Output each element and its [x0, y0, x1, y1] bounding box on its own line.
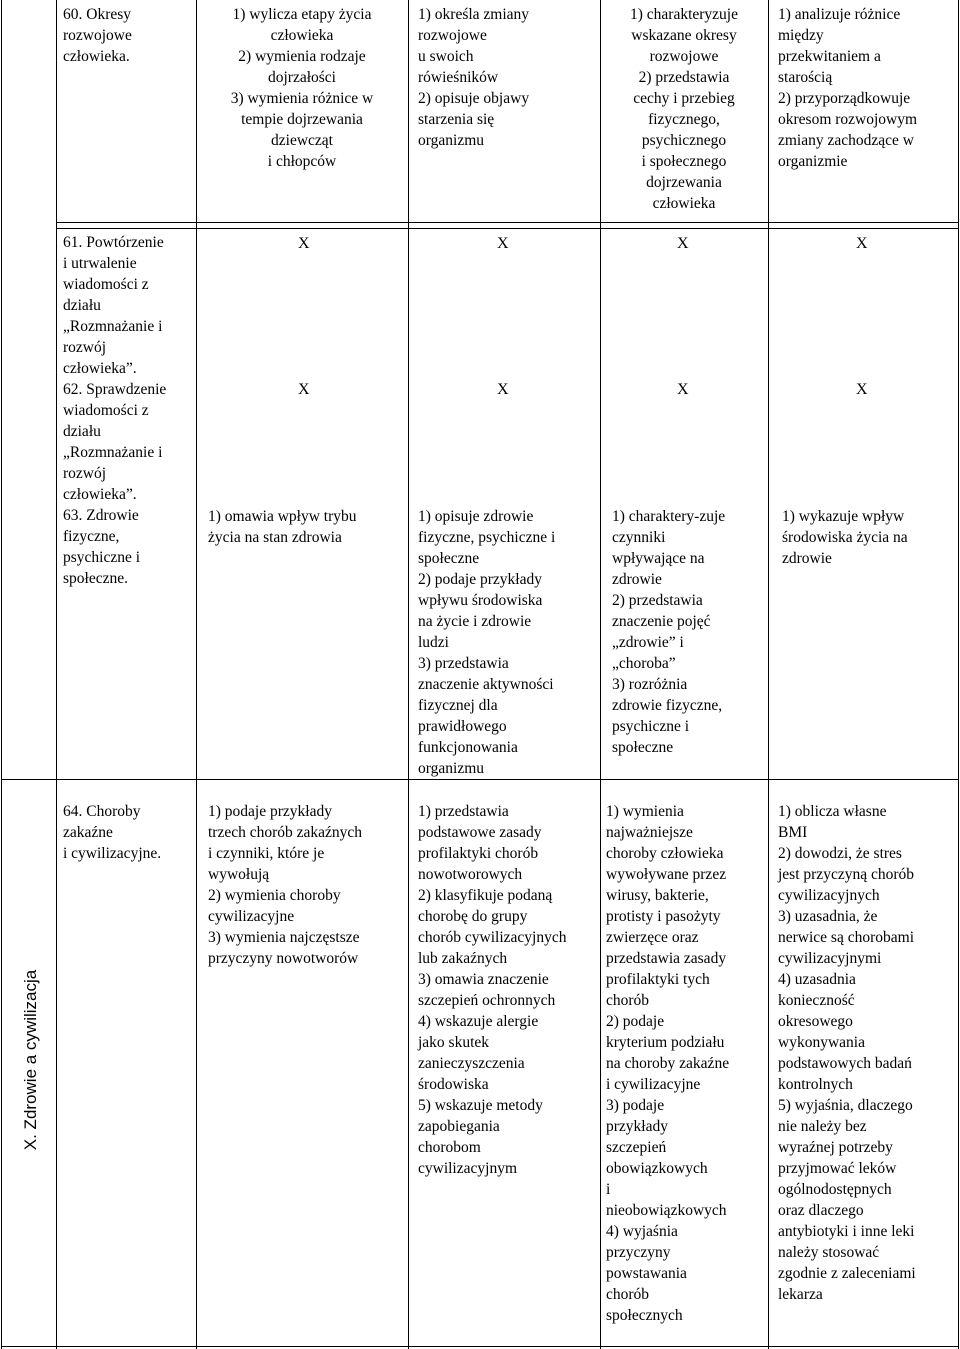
x-mark: X	[497, 381, 509, 398]
table-border	[1, 1346, 959, 1347]
x-mark: X	[298, 235, 310, 252]
x-mark: X	[856, 235, 868, 252]
requirement-complete: 1) charaktery-zuje czynniki wpływające na zdrowie 2) przedstawia znaczenie pojęć „zdrowie” i „choroba” 3) rozróżnia zdrowie fizyczne, psychiczne i społeczne	[612, 508, 726, 756]
x-mark: X	[677, 235, 689, 252]
table-border	[1, 779, 959, 780]
table-border	[958, 0, 959, 1349]
requirement-basic: 1) podaje przykłady trzech chorób zakaźnych i czynniki, które je wywołują 2) wymienia choroby cywilizacyjne 3) wymienia najczęstsze przyczyny nowotworów	[208, 803, 363, 967]
requirement-advanced: 1) oblicza własne BMI 2) dowodzi, że stres jest przyczyną chorób cywilizacyjnych 3) uzasadnia, że nerwice są chorobami cywilizacyjnymi 4) uzasadnia konieczność okresowego wykonywania podstawowych badań kontrolnych 5) wyjaśnia, dlaczego nie należy bez wyraźnej potrzeby przyjmować leków ogólnodostępnych oraz dlaczego antybiotyki i inne leki należy stosować zgodnie z zaleceniami lekarza	[778, 803, 916, 1303]
requirement-extended: 1) przedstawia podstawowe zasady profilaktyki chorób nowotworowych 2) klasyfikuje podaną chorobę do grupy chorób cywilizacyjnych lub zakaźnych 3) omawia znaczenie szczepień ochronnych 4) wskazuje alergie jako skutek zanieczyszczenia środowiska 5) wskazuje metody zapobiegania chorobom cywilizacyjnym	[418, 803, 567, 1177]
requirement-complete: 1) wymienia najważniejsze choroby człowieka wywoływane przez wirusy, bakterie, protisty i pasożyty zwierzęce oraz przedstawia zasady profilaktyki tych chorób 2) podaje kryterium podziału na choroby zakaźne i cywilizacyjne 3) podaje przykłady szczepień obowiązkowych i nieobowiązkowych 4) wyjaśnia przyczyny powstawania chorób społecznych	[606, 803, 730, 1324]
requirement-advanced: 1) wykazuje wpływ środowiska życia na zdrowie	[782, 508, 908, 567]
table-border	[196, 0, 197, 1349]
topic-cell: 64. Choroby zakaźne i cywilizacyjne.	[63, 803, 162, 862]
table-border	[56, 228, 959, 229]
x-mark: X	[677, 381, 689, 398]
table-border	[56, 222, 959, 223]
requirement-extended: 1) określa zmiany rozwojowe u swoich rówieśników 2) opisuje objawy starzenia się organizmu	[418, 6, 530, 149]
x-mark: X	[298, 381, 310, 398]
x-mark: X	[856, 381, 868, 398]
table-border	[768, 0, 769, 1349]
topic-cell: 60. Okresy rozwojowe człowieka.	[63, 6, 132, 65]
section-title: X. Zdrowie a cywilizacja	[21, 969, 40, 1151]
requirement-basic: 1) omawia wpływ trybu życia na stan zdrowia	[208, 508, 357, 546]
section-label	[2, 780, 60, 1340]
requirement-extended: 1) opisuje zdrowie fizyczne, psychiczne i społeczne 2) podaje przykłady wpływu środowiska na życie i zdrowie ludzi 3) przedstawia znaczenie aktywności fizycznej dla prawidłowego funkcjonowania organizmu	[418, 508, 556, 777]
requirement-complete: 1) charakteryzuje wskazane okresy rozwojowe 2) przedstawia cechy i przebieg fizycznego, psychicznego i społecznego dojrzewania człowieka	[629, 6, 738, 212]
topic-cell: 61. Powtórzenie i utrwalenie wiadomości z działu „Rozmnażanie i rozwój człowieka”. 62. Sprawdzenie wiadomości z działu „Rozmnażanie i rozwój człowieka”. 63. Zdrowie fizyczne, psychiczne i społeczne.	[63, 234, 167, 587]
x-mark: X	[497, 235, 509, 252]
table-border	[600, 0, 601, 1349]
requirement-basic: 1) wylicza etapy życia człowieka 2) wymienia rodzaje dojrzałości 3) wymienia różnice w tempie dojrzewania dziewcząt i chłopców	[230, 6, 374, 170]
table-border	[408, 0, 409, 1349]
requirement-advanced: 1) analizuje różnice między przekwitaniem a starością 2) przyporządkowuje okresom rozwojowym zmiany zachodzące w organizmie	[778, 6, 918, 170]
